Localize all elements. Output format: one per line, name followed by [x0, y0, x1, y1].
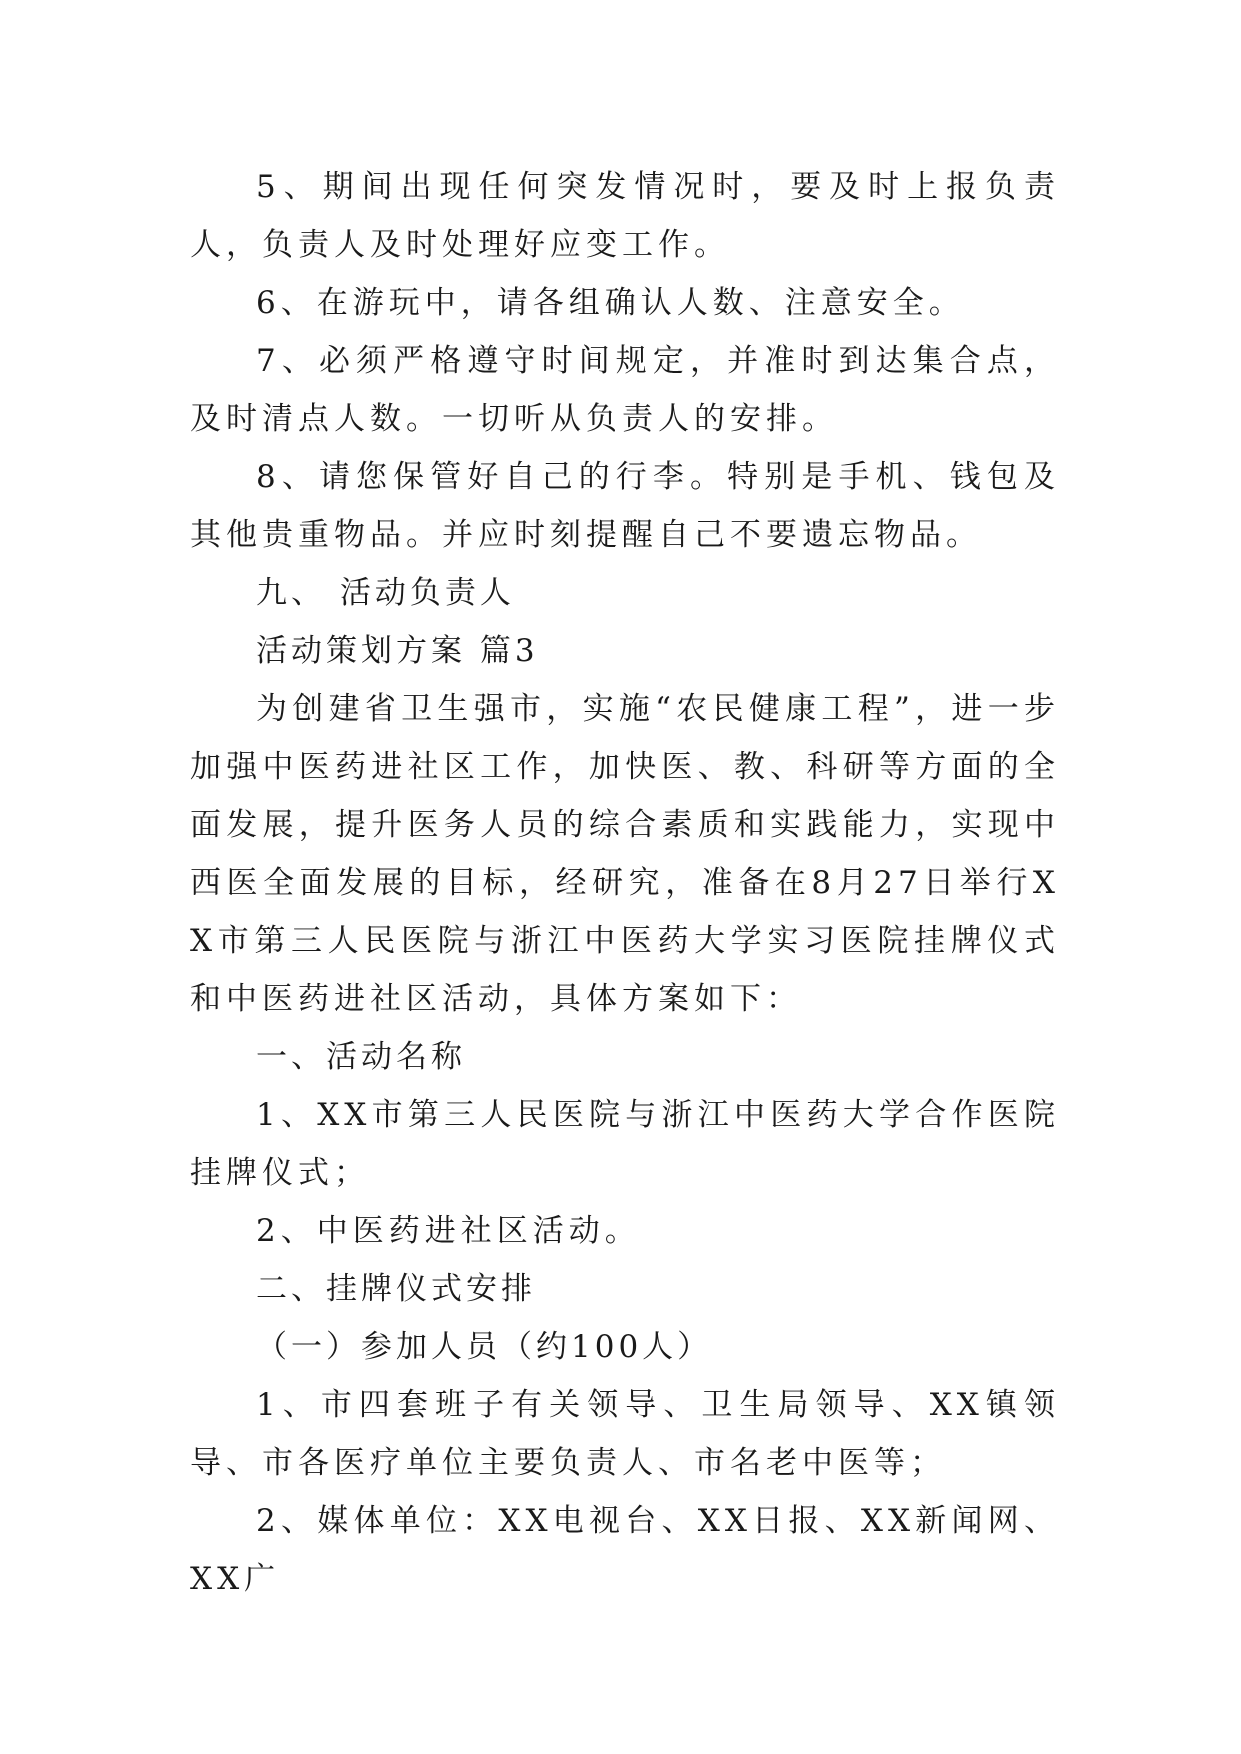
paragraph-item-7: 7、必须严格遵守时间规定，并准时到达集合点，及时清点人数。一切听从负责人的安排。: [190, 343, 1060, 437]
activity-name-item-2: 2、中医药进社区活动。: [256, 1213, 641, 1249]
participants-item-2: 2、媒体单位：XX电视台、XX日报、XX新闻网、XX广: [190, 1503, 1060, 1597]
participants-item-1: 1、市四套班子有关领导、卫生局领导、XX镇领导、市各医疗单位主要负责人、市名老中医等；: [190, 1387, 1060, 1481]
section-heading-activity-name: 一、活动名称: [256, 1039, 466, 1075]
section-heading-responsible: 九、 活动负责人: [256, 575, 515, 611]
paragraph-item-6: 6、在游玩中，请各组确认人数、注意安全。: [256, 285, 965, 321]
paragraph-item-8: 8、请您保管好自己的行李。特别是手机、钱包及其他贵重物品。并应时刻提醒自己不要遗忘物品。: [190, 459, 1060, 553]
plan-title: 活动策划方案 篇3: [256, 633, 539, 669]
section-heading-ceremony: 二、挂牌仪式安排: [256, 1271, 536, 1307]
subsection-heading-participants: （一）参加人员（约100人）: [256, 1329, 713, 1365]
intro-paragraph: 为创建省卫生强市，实施“农民健康工程”，进一步加强中医药进社区工作，加快医、教、科研等方面的全面发展，提升医务人员的综合素质和实践能力，实现中西医全面发展的目标，经研究，准备在8月27日举行XX市第三人民医院与浙江中医药大学实习医院挂牌仪式和中医药进社区活动，具体方案如下：: [190, 691, 1060, 1017]
paragraph-item-5: 5、期间出现任何突发情况时，要及时上报负责人，负责人及时处理好应变工作。: [190, 169, 1060, 263]
document-body: [190, 158, 1060, 1608]
activity-name-item-1: 1、XX市第三人民医院与浙江中医药大学合作医院挂牌仪式；: [190, 1097, 1060, 1191]
